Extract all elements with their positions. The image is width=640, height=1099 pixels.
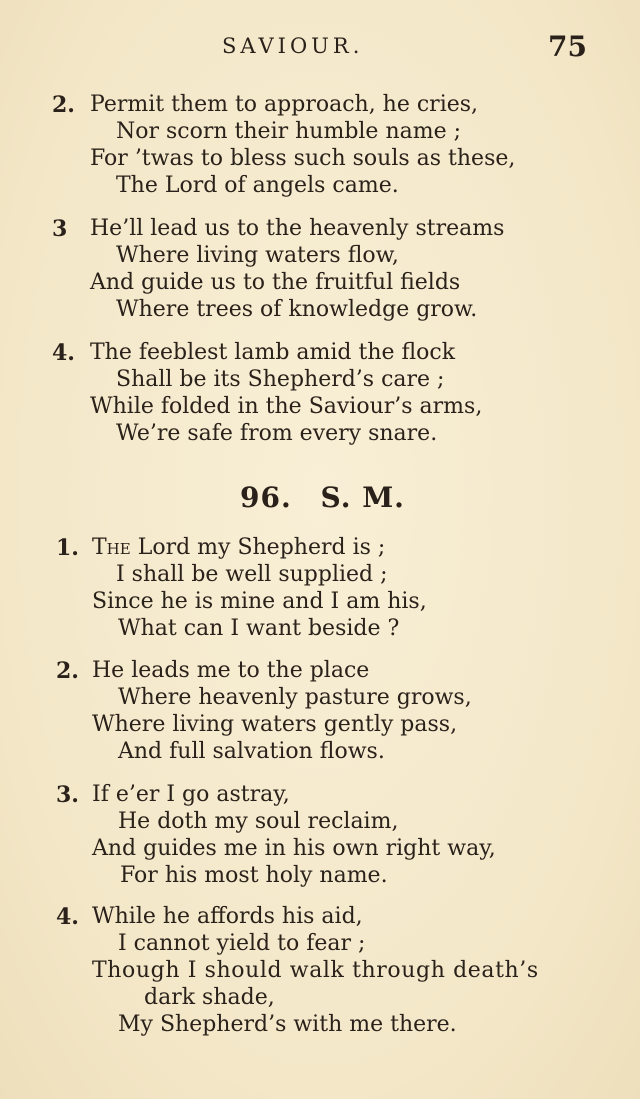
verse-line: My Shepherd’s with me there.: [118, 1012, 457, 1037]
verse-line: I shall be well supplied ;: [116, 562, 388, 587]
verse-line: And guide us to the fruitful fields: [90, 270, 461, 295]
stanza-number: 3.: [56, 782, 79, 808]
verse-line: For his most holy name.: [120, 863, 388, 888]
verse-line: If e’er I go astray,: [92, 782, 290, 807]
verse-line: What can I want beside ?: [118, 616, 400, 641]
verse-line: The feeblest lamb amid the flock: [90, 340, 456, 365]
verse-line: Where trees of knowledge grow.: [116, 297, 478, 322]
verse-line: Since he is mine and I am his,: [92, 589, 427, 614]
verse-line: We’re safe from every snare.: [116, 421, 438, 446]
verse-line: Where living waters gently pass,: [92, 712, 458, 737]
verse-line: Nor scorn their humble name ;: [116, 119, 462, 144]
verse-line-continuation: dark shade,: [144, 985, 275, 1010]
verse-line: While he affords his aid,: [92, 904, 363, 929]
hymn-meter: S. M.: [320, 481, 405, 514]
stanza-number: 2.: [56, 658, 79, 684]
verse-line: And guides me in his own right way,: [92, 836, 496, 861]
verse-line: Shall be its Shepherd’s care ;: [116, 367, 445, 392]
drop-word: The: [92, 535, 131, 560]
verse-line: He’ll lead us to the heavenly streams: [90, 216, 505, 241]
verse-line: The Lord of angels came.: [116, 173, 399, 198]
verse-line: For ’twas to bless such souls as these,: [90, 146, 516, 171]
verse-line: Where living waters flow,: [116, 243, 399, 268]
verse-line: While folded in the Saviour’s arms,: [90, 394, 483, 419]
verse-line: I cannot yield to fear ;: [118, 931, 366, 956]
verse-line: He doth my soul reclaim,: [118, 809, 399, 834]
running-title: SAVIOUR.: [222, 34, 364, 58]
verse-line: He leads me to the place: [92, 658, 370, 683]
verse-line-rest: Lord my Shepherd is ;: [130, 535, 386, 560]
verse-line: And full salvation flows.: [118, 739, 385, 764]
stanza-number: 1.: [56, 535, 79, 561]
verse-line: Though I should walk through death’s: [92, 958, 539, 983]
stanza-number: 2.: [52, 92, 75, 118]
hymn-heading: [240, 481, 423, 514]
stanza-number: 4.: [56, 904, 79, 930]
stanza-number: 3: [52, 216, 68, 242]
verse-line: Where heavenly pasture grows,: [118, 685, 472, 710]
verse-line: Permit them to approach, he cries,: [90, 92, 479, 117]
hymn-number: 96.: [240, 481, 292, 514]
verse-line: [92, 535, 385, 561]
page-number: 75: [548, 30, 587, 63]
page-header: [0, 30, 640, 64]
stanza-number: 4.: [52, 340, 75, 366]
